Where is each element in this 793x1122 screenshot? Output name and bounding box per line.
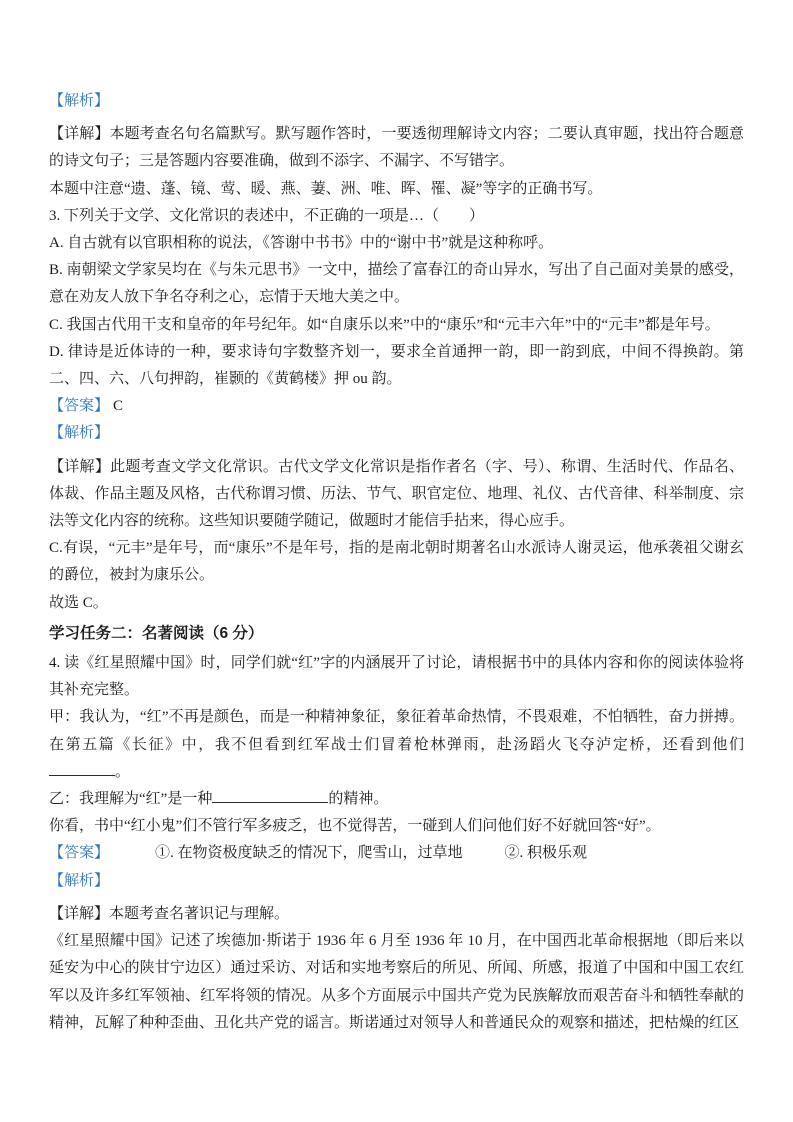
q3-explain-paragraph: C.有误，“元丰”是年号，而“康乐”不是年号，指的是南北朝时期著名山水派诗人谢灵运，他承袭祖父谢玄的爵位，被封为康乐公。 <box>49 540 744 584</box>
q2-analysis-tag-line <box>49 88 744 115</box>
q4-yi-text-end: 的精神。 <box>328 791 389 808</box>
q4-detail-paragraph: 【详解】本题考查名著识记与理解。 <box>49 905 290 922</box>
q4-stem: 4. 读《红星照耀中国》时，同学们就“红”字的内涵展开了讨论，请根据书中的具体内容和你的阅读体验将其补充完整。 <box>49 655 744 699</box>
q4-book-intro-paragraph: 《红星照耀中国》记述了埃德加·斯诺于 1936 年 6 月至 1936 年 10 月，在中国西北革命根据地（即后来以延安为中心的陕甘宁边区）通过采访、对话和实地考察后的所见、所闻、所感，报道了中国和中国工农红军以及许多红军领袖、红军将领的情况。从多个方面展示中国共产党为民族解放而艰苦奋斗和牺牲奉献的精神，瓦解了种种歪曲、丑化共产党的谣言。斯诺通过对领导人和普通民众的观察和描述，把枯燥的红区 <box>49 933 744 1031</box>
q3-option-a: A. 自古就有以官职相称的说法，《答谢中书书》中的“谢中书”就是这种称呼。 <box>49 235 554 252</box>
analysis-tag: 【解析】 <box>49 93 110 109</box>
q3-answer-value: C <box>113 398 124 415</box>
fill-in-blank-2 <box>212 800 328 803</box>
q3-option-b: B. 南朝梁文学家吴均在《与朱元思书》一文中，描绘了富春江的奇山异水，写出了自己面对美景的感受，意在劝友人放下争名夺利之心，忘情于天地大美之中。 <box>49 262 744 306</box>
q2-detail-paragraph: 【详解】本题考查名句名篇默写。默写题作答时，一要透彻理解诗文内容；二要认真审题，找出符合题意的诗文句子；三是答题内容要准确，做到不添字、不漏字、不写错字。 <box>49 126 744 170</box>
q4-answer-item-2: ②. 积极乐观 <box>504 845 588 862</box>
q4-jia-text: 甲：我认为，“红”不再是颜色，而是一种精神象征，象征着革命热情，不畏艰难，不怕牺牲，奋力拼搏。在第五篇《长征》中，我不但看到红军战士们冒着枪林弹雨，赴汤蹈火飞夺泸定桥，还看到他们 <box>49 709 744 753</box>
q3-option-c: C. 我国古代用干支和皇帝的年号纪年。如“自康乐以来”中的“康乐”和“元丰六年”中的“元丰”都是年号。 <box>49 316 720 333</box>
q3-option-d: D. 律诗是近体诗的一种，要求诗句字数整齐划一，要求全首通押一韵，即一韵到底，中间不得换韵。第二、四、六、八句押韵，崔颢的《黄鹤楼》押 ou 韵。 <box>49 343 744 388</box>
q4-answer-line <box>49 840 744 867</box>
q4-speaker-yi <box>49 786 744 813</box>
q3-stem: 3. 下列关于文学、文化常识的表述中，不正确的一项是…（ ） <box>49 207 485 224</box>
q3-analysis-tag-line <box>49 420 744 447</box>
q4-jia-text-end: 。 <box>115 763 131 780</box>
analysis-tag: 【解析】 <box>49 872 110 889</box>
q4-answer-item-1: ①. 在物资极度缺乏的情况下，爬雪山，过草地 <box>155 845 463 862</box>
q3-answer-line <box>49 393 744 420</box>
q4-observation: 你看，书中“红小鬼”们不管行军多疲乏，也不觉得苦，一碰到人们问他们好不好就回答“好”。 <box>49 818 661 835</box>
analysis-tag: 【解析】 <box>49 425 110 442</box>
q4-yi-text: 乙：我理解为“红”是一种 <box>49 791 213 808</box>
q3-conclusion: 故选 C。 <box>49 594 108 611</box>
section-heading-task2: 学习任务二：名著阅读（6 分） <box>49 624 264 642</box>
q2-note-paragraph: 本题中注意“遗、蓬、镜、莺、暖、燕、萋、洲、唯、晖、罹、凝”等字的正确书写。 <box>49 180 603 197</box>
q3-detail-paragraph: 【详解】此题考查文学文化常识。古代文学文化常识是指作者名（字、号）、称谓、生活时代、作品名、体裁、作品主题及风格，古代称谓习惯、历法、节气、职官定位、地理、礼仪、古代音律、科举制度、宗法等文化内容的统称。这些知识要随学随记，做题时才能信手拈来，得心应手。 <box>49 458 744 530</box>
answer-tag: 【答案】 <box>49 845 110 862</box>
fill-in-blank-1 <box>49 773 115 776</box>
q4-analysis-tag-line <box>49 868 744 895</box>
q4-speaker-jia <box>49 704 744 786</box>
answer-tag: 【答案】 <box>49 398 110 415</box>
